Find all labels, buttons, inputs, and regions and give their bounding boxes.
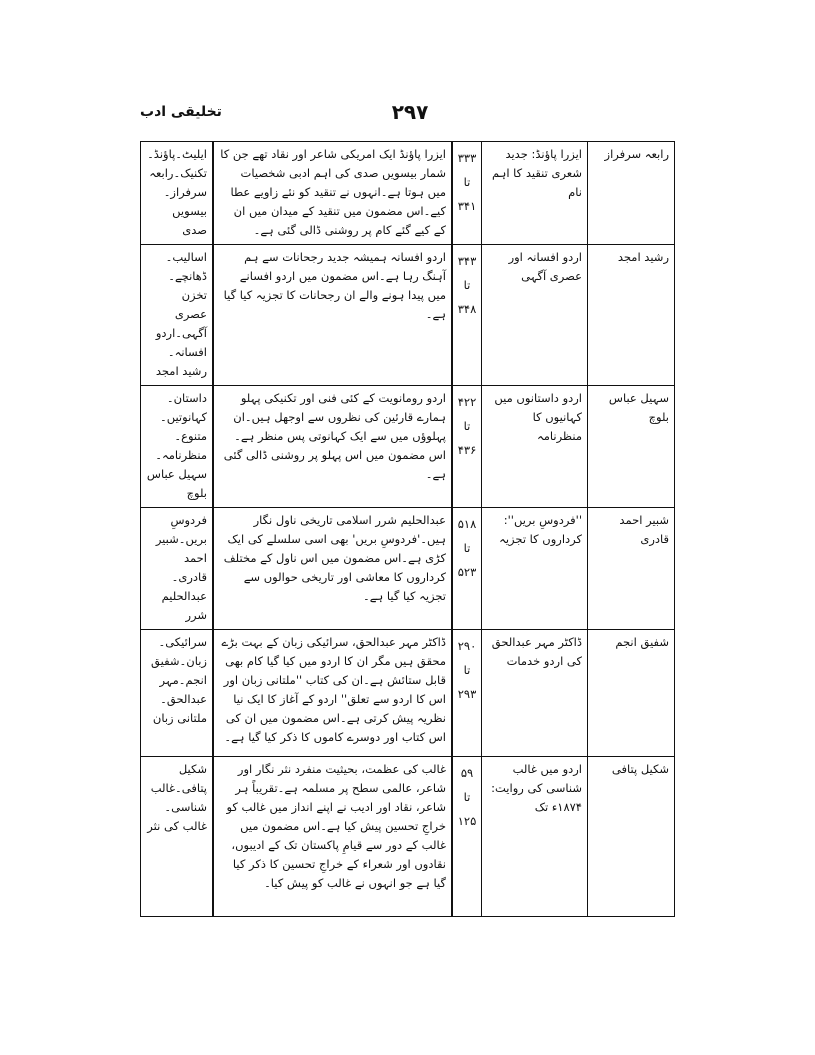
pages-cell [452, 142, 482, 245]
article-title-cell: اردو افسانہ اور عصری آگہی [482, 245, 588, 386]
article-title-cell: اردو میں غالب شناسی کی روایت: ۱۸۷۴ء تک [482, 757, 588, 917]
author-cell: شبیر احمد قادری [588, 508, 675, 630]
keywords-cell: اسالیب۔ڈھانچے۔تخزن عصری آگہی۔اردو افسانہ۔رشید امجد [141, 245, 214, 386]
page-sep: تا [463, 663, 471, 677]
summary-cell: عبدالحلیم شرر اسلامی تاریخی ناول نگار ہیں۔'فردوسِ بریں' بھی اسی سلسلے کی ایک کڑی ہے۔اس مضمون میں اس ناول کے مختلف کرداروں کا معاشی اور تاریخی حوالوں سے تجزیہ کیا گیا ہے۔ [213, 508, 452, 630]
article-title-cell: ایزرا پاؤنڈ: جدید شعری تنقید کا اہم نام [482, 142, 588, 245]
table-row [141, 245, 675, 386]
page-from: ۵۹ [460, 766, 474, 780]
summary-cell: اردو رومانویت کے کئی فنی اور تکنیکی پہلو ہمارے قارئین کی نظروں سے اوجھل ہیں۔ان پہلوؤں میں سے ایک کہانوتی پس منظر ہے۔اس مضمون میں اس پہلو پر روشنی ڈالی گئی ہے۔ [213, 386, 452, 508]
table-row [141, 757, 675, 917]
page-from: ۳۴۳ [457, 254, 477, 268]
page-to: ۵۲۳ [457, 565, 477, 579]
page-to: ۱۲۵ [457, 814, 477, 828]
page-from: ۵۱۸ [457, 517, 477, 531]
pages-cell [452, 245, 482, 386]
pages-cell [452, 757, 482, 917]
pages-cell [452, 508, 482, 630]
author-cell: رشید امجد [588, 245, 675, 386]
keywords-cell: ایلیٹ۔پاؤنڈ۔تکنیک۔رابعہ سرفراز۔بیسویں صدی [141, 142, 214, 245]
page-from: ۲۹۰ [457, 639, 477, 653]
keywords-cell: شکیل پتافی۔غالب شناسی۔غالب کی نثر [141, 757, 214, 917]
keywords-cell: داستان۔کہانوتیں۔متنوع۔منظرنامہ۔سہیل عباس بلوچ [141, 386, 214, 508]
page-number: ۲۹۷ [391, 100, 429, 124]
table-row [141, 386, 675, 508]
author-cell: رابعہ سرفراز [588, 142, 675, 245]
page-sep: تا [463, 175, 471, 189]
page-to: ۴۳۶ [457, 443, 477, 457]
page-sep: تا [463, 278, 471, 292]
page-from: ۴۲۲ [457, 395, 477, 409]
keywords-cell: فردوسِ بریں۔شبیر احمد قادری۔عبدالحلیم شرر [141, 508, 214, 630]
page-to: ۲۹۳ [457, 687, 477, 701]
page-from: ۳۳۳ [457, 151, 477, 165]
pages-cell [452, 386, 482, 508]
article-title-cell: ''فردوسِ بریں'': کرداروں کا تجزیہ [482, 508, 588, 630]
pages-cell [452, 630, 482, 757]
table-row [141, 142, 675, 245]
table-row [141, 508, 675, 630]
article-index-table [140, 141, 675, 917]
keywords-cell: سرائیکی۔زبان۔شفیق انجم۔مہر عبدالحق۔ملتانی زبان [141, 630, 214, 757]
author-cell: شفیق انجم [588, 630, 675, 757]
author-cell: شکیل پتافی [588, 757, 675, 917]
article-title-cell: ڈاکٹر مہر عبدالحق کی اردو خدمات [482, 630, 588, 757]
summary-cell: ڈاکٹر مہر عبدالحق، سرائیکی زبان کے بہت بڑے محقق ہیں مگر ان کا اردو میں کیا گیا کام بھی قابل ستائش ہے۔ان کی کتاب ''ملتانی زبان اور اس کا اردو سے تعلق'' اردو کے آغاز کا ایک نیا نظریہ پیش کرتی ہے۔اس مضمون میں ان کی اس کتاب اور دوسرے کاموں کا ذکر کیا گیا ہے۔ [213, 630, 452, 757]
page-sep: تا [463, 419, 471, 433]
author-cell: سہیل عباس بلوچ [588, 386, 675, 508]
article-title-cell: اردو داستانوں میں کہانیوں کا منظرنامہ [482, 386, 588, 508]
summary-cell: غالب کی عظمت، بحیثیت منفرد نثر نگار اور شاعر، عالمی سطح پر مسلمہ ہے۔تقریباً ہر شاعر، نقاد اور ادیب نے اپنے انداز میں غالب کو خراجِ تحسین پیش کیا ہے۔اس مضمون میں غالب کے دور سے قیامِ پاکستان تک کے ادیبوں، نقادوں اور شعراء کے خراجِ تحسین کا ذکر کیا گیا ہے جو انہوں نے غالب کو پیش کیا۔ [213, 757, 452, 917]
table-row [141, 630, 675, 757]
running-title: تخلیقی ادب [140, 104, 222, 120]
page-sep: تا [463, 790, 471, 804]
page-to: ۳۴۱ [457, 199, 477, 213]
summary-cell: اردو افسانہ ہمیشہ جدید رجحانات سے ہم آہنگ رہا ہے۔اس مضمون میں اردو افسانے میں پیدا ہونے والے ان رجحانات کا تجزیہ کیا گیا ہے۔ [213, 245, 452, 386]
page-sep: تا [463, 541, 471, 555]
summary-cell: ایزرا پاؤنڈ ایک امریکی شاعر اور نقاد تھے جن کا شمار بیسویں صدی کی اہم ادبی شخصیات میں ہوتا ہے۔انہوں نے تنقید کو نئے زاویے عطا کیے۔اس مضمون میں تنقید کے میدان میں ان کے کیے گئے کام پر روشنی ڈالی گئی ہے۔ [213, 142, 452, 245]
page-to: ۳۴۸ [457, 302, 477, 316]
